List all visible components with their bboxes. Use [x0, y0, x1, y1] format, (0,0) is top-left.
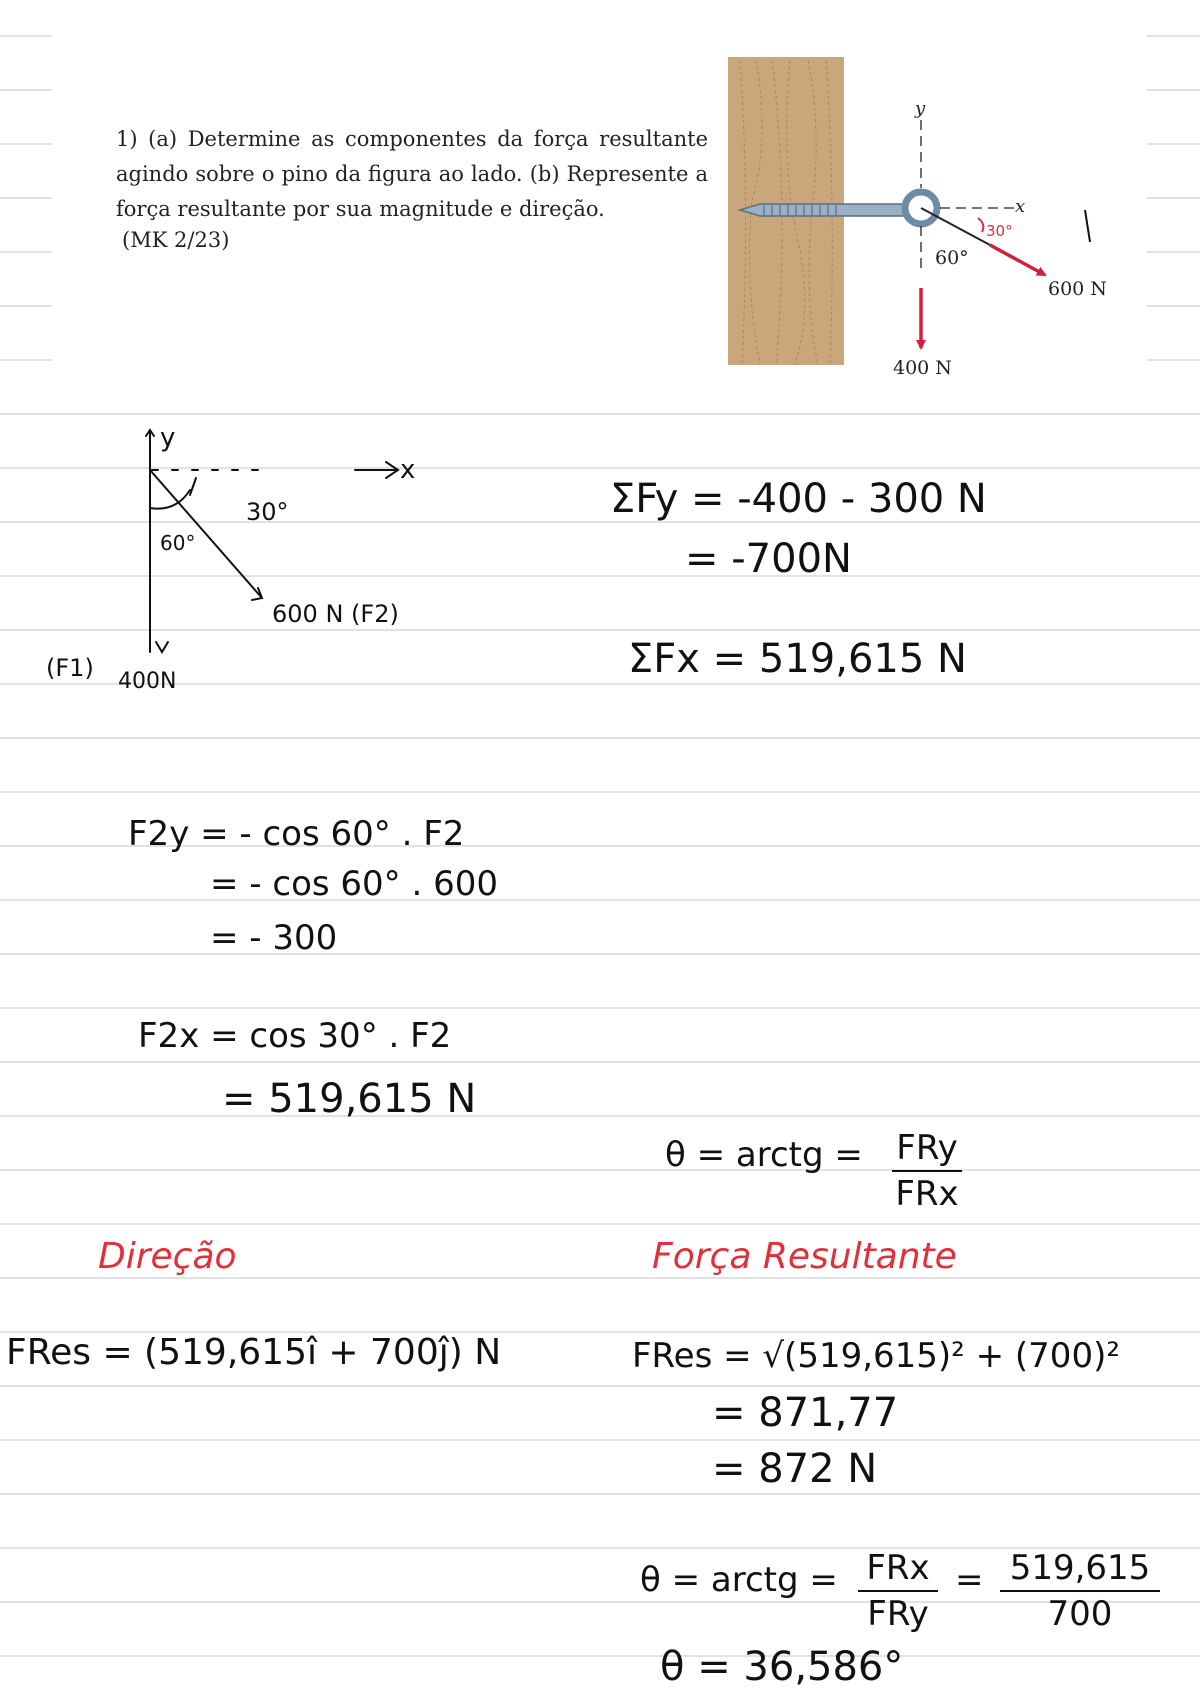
- theta-formula-den: FRx: [895, 1174, 959, 1214]
- sketch-angle-30: 30°: [246, 498, 289, 526]
- sum-fx: ΣFx = 519,615 N: [628, 636, 967, 682]
- heading-resultant: Força Resultante: [652, 1236, 957, 1277]
- theta-formula-num: FRy: [896, 1128, 958, 1168]
- problem-statement: 1) (a) Determine as componentes da força resultante agindo sobre o pino da figura ao lado. (b) Represente a força resultante por sua magnitude e direção.: [116, 127, 708, 221]
- theta-calc-den1: FRy: [867, 1594, 929, 1634]
- heading-direction: Direção: [98, 1236, 237, 1277]
- sketch-angle-60: 60°: [160, 531, 196, 555]
- screw: [740, 204, 905, 216]
- theta-formula-lhs: θ = arctg =: [665, 1135, 863, 1175]
- force-400-label: 400 N: [893, 357, 952, 379]
- f2y-line3: = - 300: [210, 918, 338, 958]
- theta-formula-fraction: [892, 1128, 962, 1214]
- fres-magnitude-line1: FRes = √(519,615)² + (700)²: [632, 1336, 1120, 1376]
- fres-magnitude-line2: = 871,77: [712, 1390, 899, 1436]
- theta-calc-fraction-1: [858, 1548, 938, 1634]
- force-600-arrow: [990, 245, 1045, 275]
- sum-fy-line2: = -700N: [685, 536, 852, 582]
- theta-calc-den2: 700: [1047, 1594, 1113, 1634]
- force-600-label: 600 N: [1048, 278, 1107, 300]
- hand-sketch: [40, 415, 460, 715]
- theta-calc-result: θ = 36,586°: [660, 1644, 904, 1690]
- theta-calc-lhs: θ = arctg =: [640, 1560, 838, 1600]
- sum-fy-line1: ΣFy = -400 - 300 N: [610, 476, 987, 522]
- theta-calc-num1: FRx: [866, 1548, 930, 1588]
- eyebolt-figure: [720, 50, 1140, 390]
- theta-calc-fraction-2: [1000, 1548, 1160, 1634]
- sketch-x-label: x: [400, 455, 416, 485]
- fres-magnitude-line3: = 872 N: [712, 1446, 878, 1492]
- sketch-f2-label: 600 N (F2): [272, 600, 399, 628]
- problem-reference: (MK 2/23): [122, 228, 230, 252]
- x-axis-label: x: [1015, 196, 1026, 217]
- theta-calc-eq: =: [955, 1560, 984, 1600]
- sketch-f1-label: (F1): [46, 654, 94, 682]
- f2y-line1: F2y = - cos 60° . F2: [128, 814, 465, 854]
- f2x-line2: = 519,615 N: [222, 1076, 477, 1122]
- angle-60-label: 60°: [935, 247, 969, 269]
- angle-30-handwritten: 30°: [986, 222, 1013, 240]
- sketch-f1-value: 400N: [118, 669, 177, 694]
- fres-vector: FRes = (519,615î + 700ĵ) N: [6, 1332, 502, 1373]
- sketch-y-label: y: [160, 423, 176, 453]
- f2y-line2: = - cos 60° . 600: [210, 864, 498, 904]
- y-axis-label: y: [915, 98, 926, 119]
- f2x-line1: F2x = cos 30° . F2: [138, 1016, 452, 1056]
- theta-calc-num2: 519,615: [1009, 1548, 1151, 1588]
